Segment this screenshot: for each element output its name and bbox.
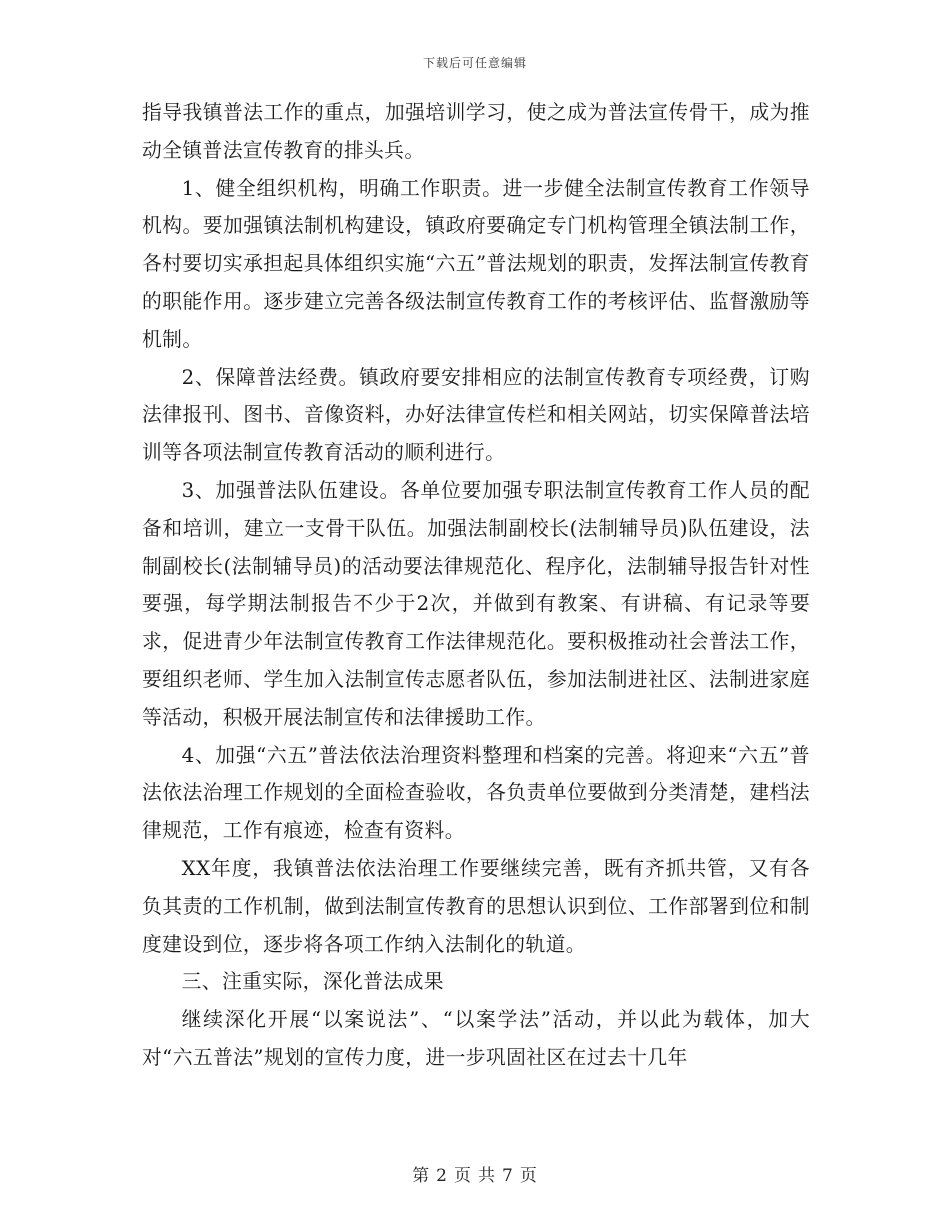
footer-label-page-unit: 页 — [454, 1166, 472, 1186]
paragraph-1: 指导我镇普法工作的重点，加强培训学习，使之成为普法宣传骨干，成为推动全镇普法宣传教育的排头兵。 — [142, 101, 810, 162]
header-note: 下载后可任意编辑 — [422, 56, 527, 70]
footer-current-page: 2 — [436, 1166, 448, 1186]
paragraph-5: 4、加强“六五”普法依法治理资料整理和档案的完善。将迎来“六五”普法依法治理工作规划的全面检查验收，各负责单位要做到分类清楚，建档法律规范，工作有痕迹，检查有资料。 — [142, 743, 810, 843]
section-heading: 三、注重实际，深化普法成果 — [181, 970, 444, 994]
page-footer — [0, 1161, 950, 1186]
paragraph-3: 2、保障普法经费。镇政府要安排相应的法制宣传教育专项经费，订购法律报刊、图书、音像资料，办好法律宣传栏和相关网站，切实保障普法培训等各项法制宣传教育活动的顺利进行。 — [142, 365, 810, 465]
paragraph-2: 1、健全组织机构，明确工作职责。进一步健全法制宣传教育工作领导机构。要加强镇法制机构建设，镇政府要确定专门机构管理全镇法制工作，各村要切实承担起具体组织实施“六五”普法规划的职责，发挥法制宣传教育的职能作用。逐步建立完善各级法制宣传教育工作的考核评估、监督激励等机制。 — [142, 176, 810, 351]
footer-total-pages: 7 — [502, 1166, 514, 1186]
document-body — [142, 94, 810, 1077]
paragraph-7: 继续深化开展“以案说法”、“以案学法”活动，并以此为载体，加大对“六五普法”规划的宣传力度，进一步巩固社区在过去十几年 — [142, 1008, 810, 1069]
paragraph-4: 3、加强普法队伍建设。各单位要加强专职法制宣传教育工作人员的配备和培训，建立一支骨干队伍。加强法制副校长(法制辅导员)队伍建设，法制副校长(法制辅导员)的活动要法律规范化、程序化，法制辅导报告针对性要强，每学期法制报告不少于2次，并做到有教案、有讲稿、有记录等要求，促进青少年法制宣传教育工作法律规范化。要积极推动社会普法工作，要组织老师、学生加入法制宣传志愿者队伍，参加法制进社区、法制进家庭等活动，积极开展法制宣传和法律援助工作。 — [142, 478, 810, 729]
footer-label-total-unit: 页 — [519, 1166, 538, 1186]
footer-label-total: 共 — [478, 1166, 496, 1186]
paragraph-6: XX年度，我镇普法依法治理工作要继续完善，既有齐抓共管，又有各负其责的工作机制，做到法制宣传教育的思想认识到位、工作部署到位和制度建设到位，逐步将各项工作纳入法制化的轨道。 — [142, 856, 810, 956]
footer-label-page: 第 — [412, 1166, 431, 1186]
